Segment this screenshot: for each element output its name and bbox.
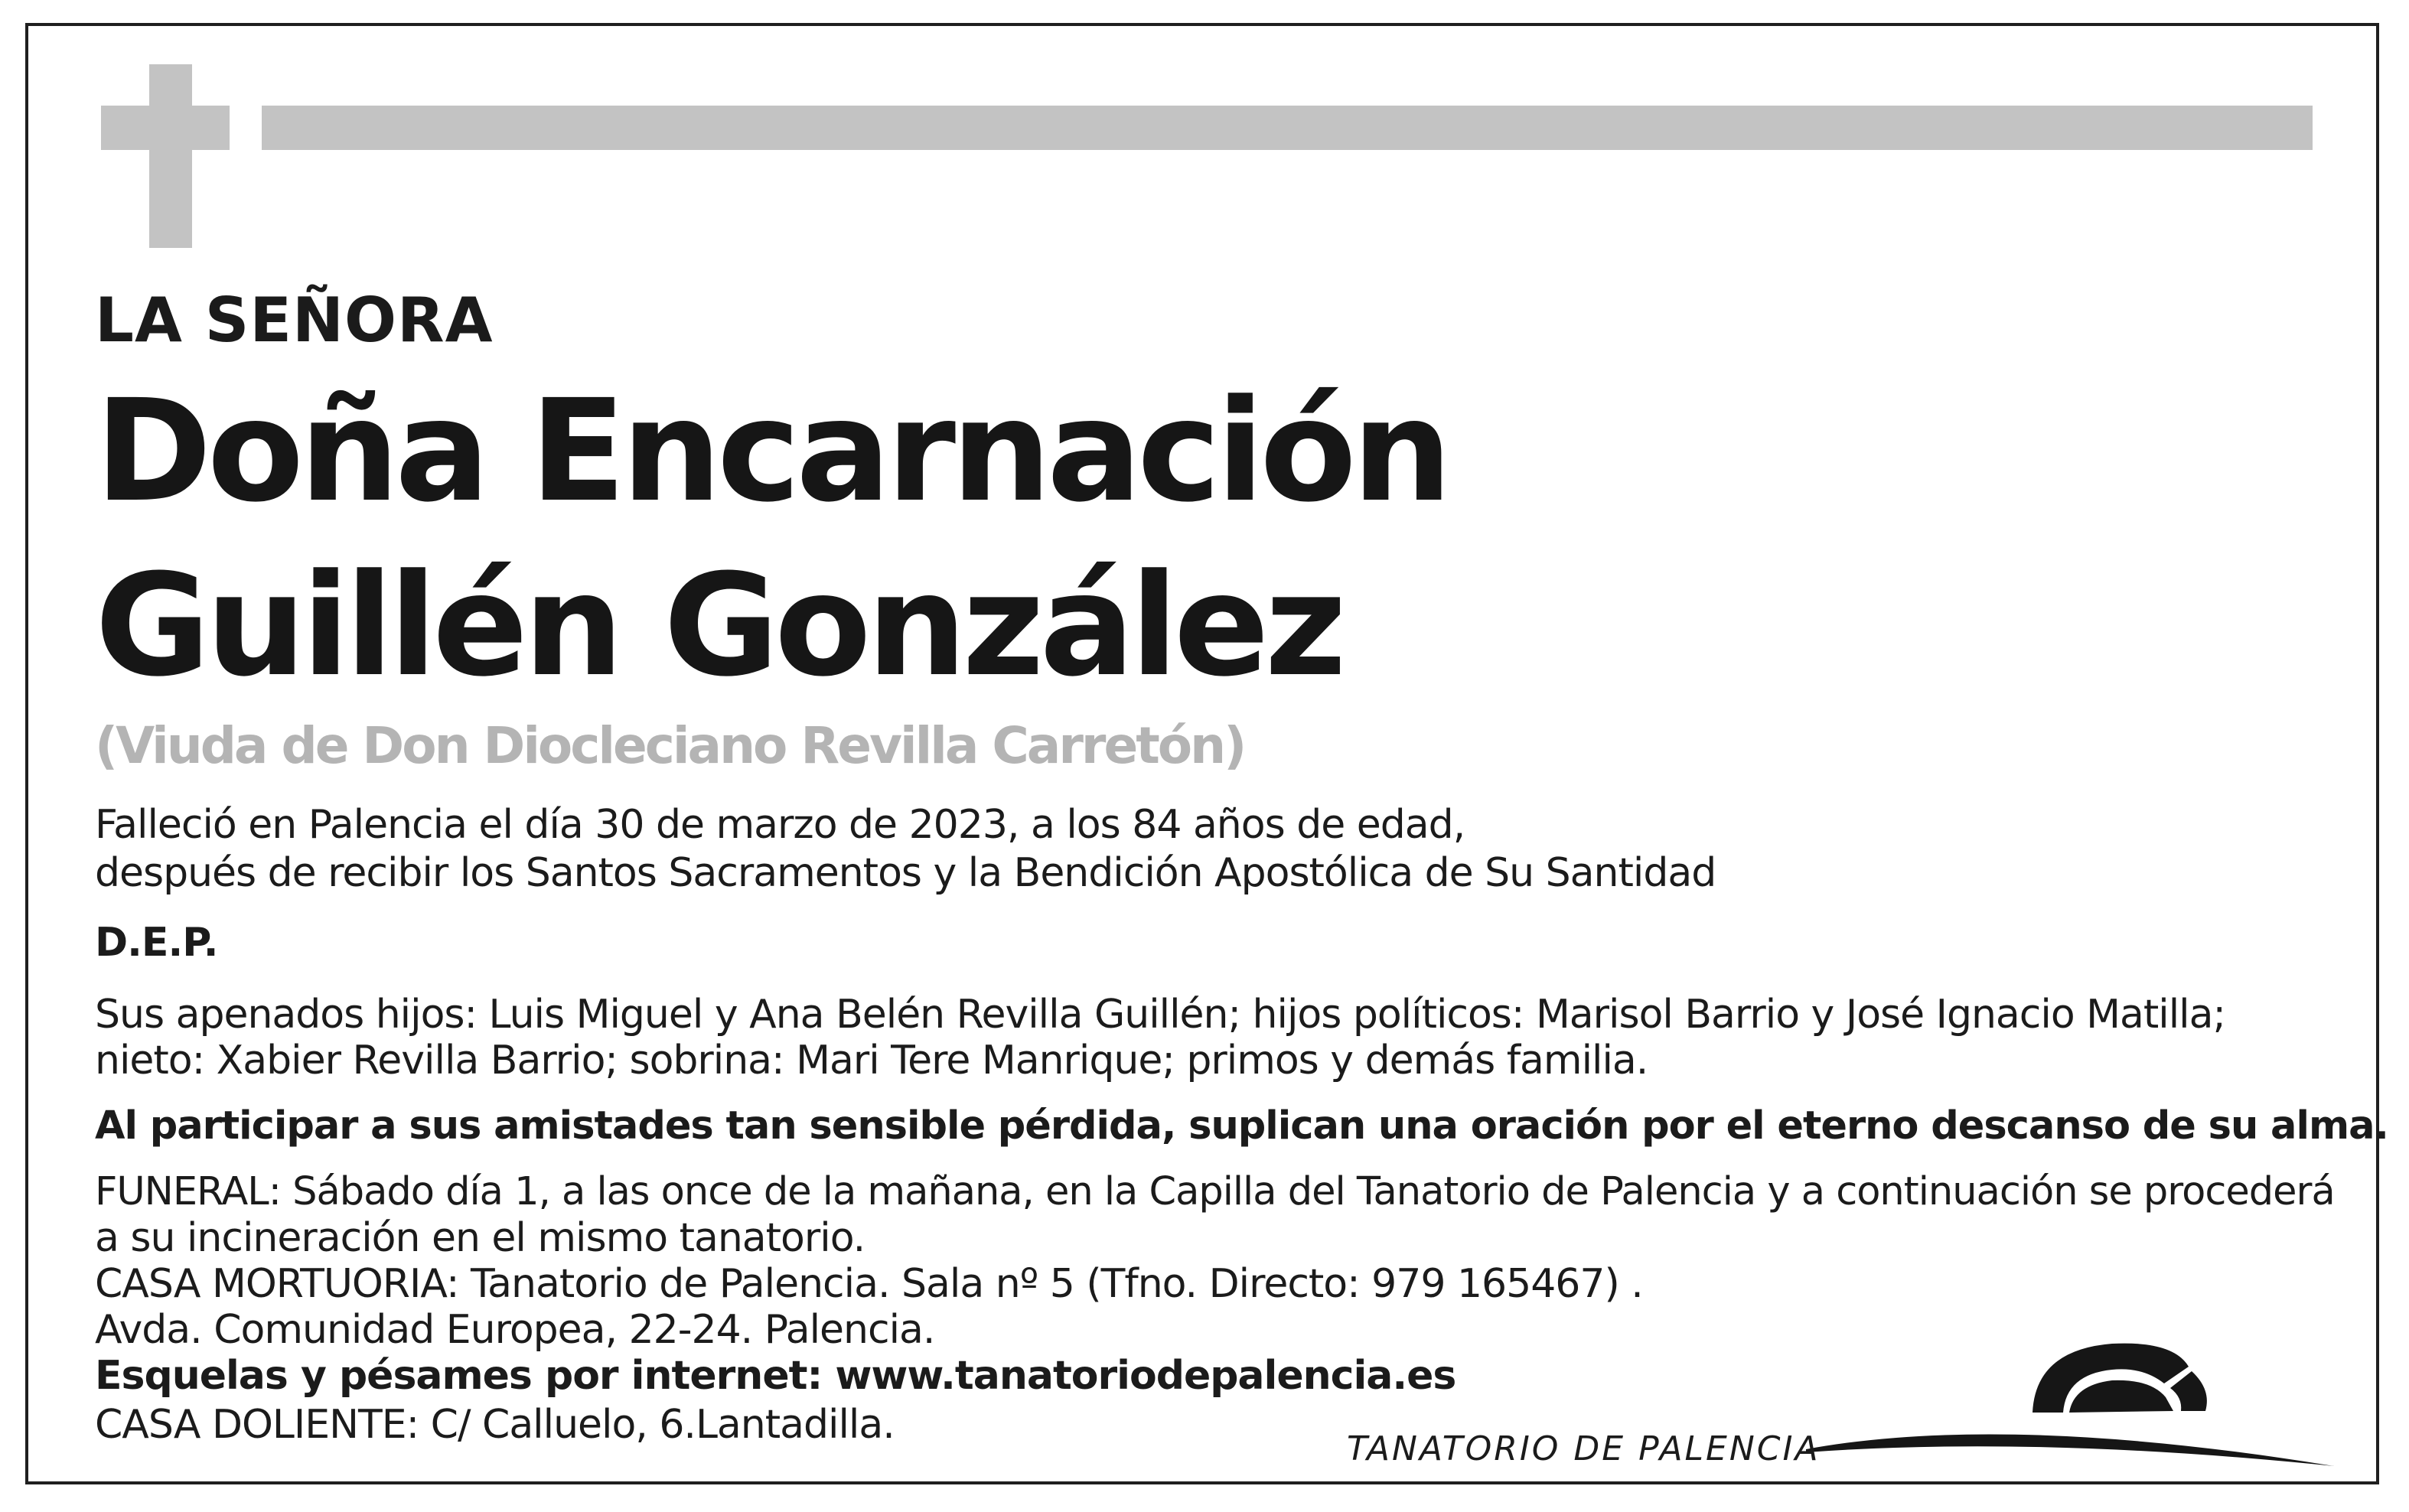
prayer-request: Al participar a sus amistades tan sensible pérdida, suplican una oración por el eterno descanso de su alma. — [95, 1103, 2388, 1149]
funeral-line2: a su incineración en el mismo tanatorio. — [95, 1215, 865, 1261]
deceased-name-line1: Doña Encarnación — [95, 370, 1448, 533]
cross-icon-horizontal — [101, 106, 230, 150]
esquelas-website: Esquelas y pésames por internet: www.tanatoriodepalencia.es — [95, 1353, 1456, 1399]
honorific: LA SEÑORA — [95, 285, 494, 356]
tanatorio-logo-text: TANATORIO DE PALENCIA — [1347, 1429, 1821, 1468]
death-notice-line2: después de recibir los Santos Sacramentos y la Bendición Apostólica de Su Santidad — [95, 850, 1716, 896]
dep-text: D.E.P. — [95, 920, 218, 966]
deceased-name-line2: Guillén González — [95, 544, 1342, 708]
death-notice-line1: Falleció en Palencia el día 30 de marzo de 2023, a los 84 años de edad, — [95, 802, 1465, 848]
casa-doliente: CASA DOLIENTE: C/ Calluelo, 6.Lantadilla. — [95, 1402, 895, 1448]
mortuary-address: Avda. Comunidad Europea, 22-24. Palencia. — [95, 1307, 935, 1353]
header-divider-bar — [262, 106, 2313, 150]
family-line1: Sus apenados hijos: Luis Miguel y Ana Belén Revilla Guillén; hijos políticos: Marisol Barrio y José Ignacio Matilla; — [95, 992, 2226, 1038]
widow-subtitle: (Viuda de Don Diocleciano Revilla Carretón) — [95, 716, 1245, 775]
family-line2: nieto: Xabier Revilla Barrio; sobrina: Mari Tere Manrique; primos y demás familia. — [95, 1038, 1648, 1083]
funeral-line1: FUNERAL: Sábado día 1, a las once de la mañana, en la Capilla del Tanatorio de Palencia y a continuación se procederá — [95, 1169, 2335, 1214]
cross-icon-vertical — [149, 64, 192, 248]
casa-mortuoria: CASA MORTUORIA: Tanatorio de Palencia. Sala nº 5 (Tfno. Directo: 979 165467) . — [95, 1261, 1643, 1307]
